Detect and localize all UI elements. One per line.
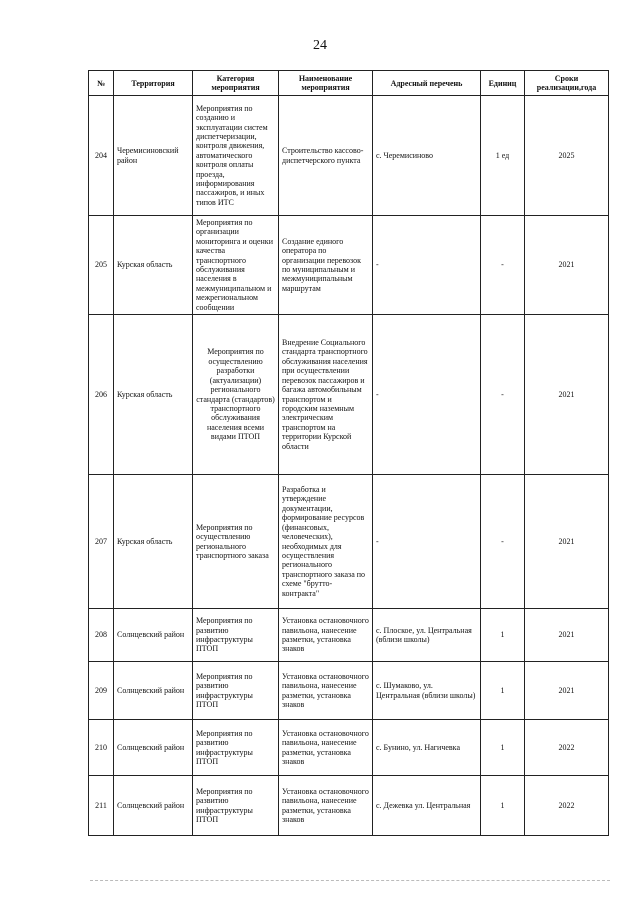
row-category: Мероприятия по развитию инфраструктуры ПТОП [193,609,279,662]
row-territory: Солнцевский район [114,662,193,720]
row-units: - [481,216,525,315]
header-address: Адресный перечень [373,71,481,96]
row-deadline: 2025 [525,96,609,216]
row-name: Установка остановочного павильона, нанесение разметки, установка знаков [279,609,373,662]
row-territory: Курская область [114,315,193,475]
row-category: Мероприятия по организации мониторинга и оценки качества транспортного обслуживания населения в межмуниципальном и межрегиональном сообщении [193,216,279,315]
header-units: Единиц [481,71,525,96]
row-name: Установка остановочного павильона, нанесение разметки, установка знаков [279,662,373,720]
row-territory: Курская область [114,475,193,609]
row-num: 209 [89,662,114,720]
row-address: с. Шумаково, ул. Центральная (вблизи школы) [373,662,481,720]
row-deadline: 2021 [525,609,609,662]
row-category: Мероприятия по осуществлению разработки (актуализации) регионального стандарта (стандартов) транспортного обслуживания населения всеми видами ПТОП [193,315,279,475]
table-row [89,96,609,216]
header-deadline: Сроки реализации,года [525,71,609,96]
row-territory: Солнцевский район [114,776,193,836]
table-row [89,609,609,662]
row-num: 206 [89,315,114,475]
row-units: 1 [481,776,525,836]
row-num: 211 [89,776,114,836]
header-territory: Территория [114,71,193,96]
row-territory: Черемисиновский район [114,96,193,216]
row-num: 210 [89,720,114,776]
row-deadline: 2022 [525,776,609,836]
header-name: Наименование мероприятия [279,71,373,96]
measures-table [88,70,609,836]
row-address: - [373,315,481,475]
table-row [89,216,609,315]
header-num: № [89,71,114,96]
page-number: 24 [313,38,327,53]
row-units: 1 ед [481,96,525,216]
row-address: с. Черемисиново [373,96,481,216]
row-address: с. Бунино, ул. Нагичевка [373,720,481,776]
table-header-row [89,71,609,96]
table-row [89,720,609,776]
header-category: Категория мероприятия [193,71,279,96]
row-territory: Курская область [114,216,193,315]
row-num: 204 [89,96,114,216]
row-address: - [373,216,481,315]
row-address: - [373,475,481,609]
row-deadline: 2021 [525,475,609,609]
row-deadline: 2022 [525,720,609,776]
row-category: Мероприятия по созданию и эксплуатации систем диспетчеризации, контроля движения, автоматического контроля оплаты проезда, информирования пассажиров, и иных типов ИТС [193,96,279,216]
row-category: Мероприятия по развитию инфраструктуры ПТОП [193,776,279,836]
row-name: Создание единого оператора по организации перевозок по муниципальным и межмуниципальным маршрутам [279,216,373,315]
row-units: - [481,315,525,475]
row-address: с. Дежевка ул. Центральная [373,776,481,836]
table-row [89,475,609,609]
row-units: 1 [481,720,525,776]
row-num: 205 [89,216,114,315]
scan-artifact [90,880,610,882]
row-category: Мероприятия по осуществлению регионального транспортного заказа [193,475,279,609]
table-row [89,776,609,836]
row-name: Строительство кассово-диспетчерского пункта [279,96,373,216]
table-row [89,662,609,720]
row-units: - [481,475,525,609]
row-deadline: 2021 [525,216,609,315]
row-name: Установка остановочного павильона, нанесение разметки, установка знаков [279,720,373,776]
row-units: 1 [481,662,525,720]
row-territory: Солнцевский район [114,609,193,662]
row-num: 208 [89,609,114,662]
row-deadline: 2021 [525,315,609,475]
row-name: Внедрение Социального стандарта транспортного обслуживания населения при осуществлении перевозок пассажиров и багажа автомобильным транспортом и городским наземным электрическим транспортом на территории Курской области [279,315,373,475]
row-deadline: 2021 [525,662,609,720]
table-row [89,315,609,475]
row-units: 1 [481,609,525,662]
row-category: Мероприятия по развитию инфраструктуры ПТОП [193,662,279,720]
row-category: Мероприятия по развитию инфраструктуры ПТОП [193,720,279,776]
row-address: с. Плоское, ул. Центральная (вблизи школы) [373,609,481,662]
row-name: Разработка и утверждение документации, формирование ресурсов (финансовых, человеческих), необходимых для осуществления регионального транспортного заказа по схеме "брутто-контракта" [279,475,373,609]
row-name: Установка остановочного павильона, нанесение разметки, установка знаков [279,776,373,836]
row-territory: Солнцевский район [114,720,193,776]
row-num: 207 [89,475,114,609]
